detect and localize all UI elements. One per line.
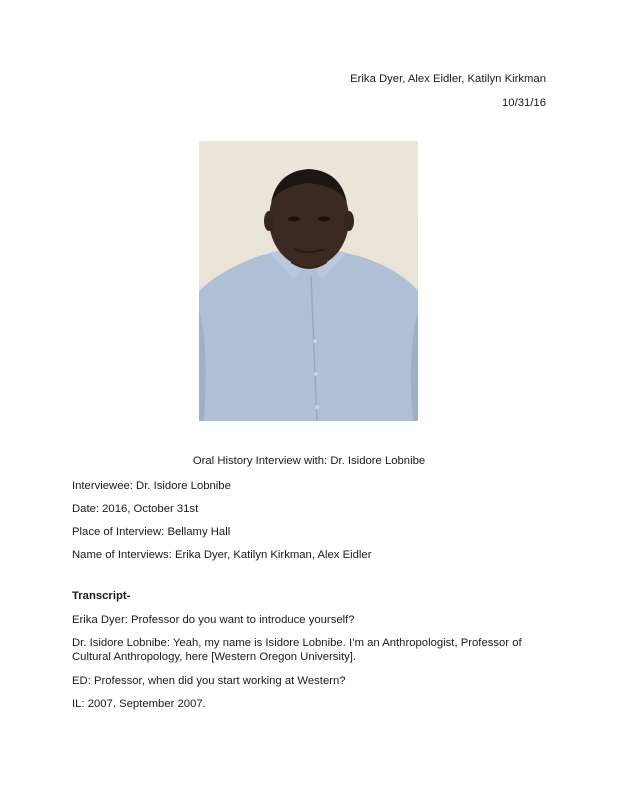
portrait-illustration (199, 141, 418, 421)
transcript-line: Cultural Anthropology, here [Western Oregon University]. (72, 651, 357, 663)
portrait-photo (199, 141, 418, 421)
transcript-entry (72, 636, 522, 664)
meta-interviewers: Name of Interviews: Erika Dyer, Katilyn Kirkman, Alex Eidler (72, 549, 372, 561)
transcript-heading: Transcript- (72, 590, 131, 602)
transcript-entry (72, 697, 206, 711)
transcript-line: ED: Professor, when did you start working at Western? (72, 675, 346, 687)
transcript-line: Erika Dyer: Professor do you want to introduce yourself? (72, 614, 355, 626)
transcript-entry (72, 613, 355, 627)
meta-place: Place of Interview: Bellamy Hall (72, 526, 231, 538)
transcript-entry (72, 674, 346, 688)
transcript-line: IL: 2007. September 2007. (72, 698, 206, 710)
header-authors: Erika Dyer, Alex Eidler, Katilyn Kirkman (350, 73, 546, 85)
meta-interviewee: Interviewee: Dr. Isidore Lobnibe (72, 480, 231, 492)
meta-date: Date: 2016, October 31st (72, 503, 199, 515)
header-date: 10/31/16 (502, 97, 546, 109)
interview-title: Oral History Interview with: Dr. Isidore Lobnibe (192, 455, 426, 467)
transcript-line: Dr. Isidore Lobnibe: Yeah, my name is Isidore Lobnibe. I’m an Anthropologist, Professor of (72, 637, 522, 649)
